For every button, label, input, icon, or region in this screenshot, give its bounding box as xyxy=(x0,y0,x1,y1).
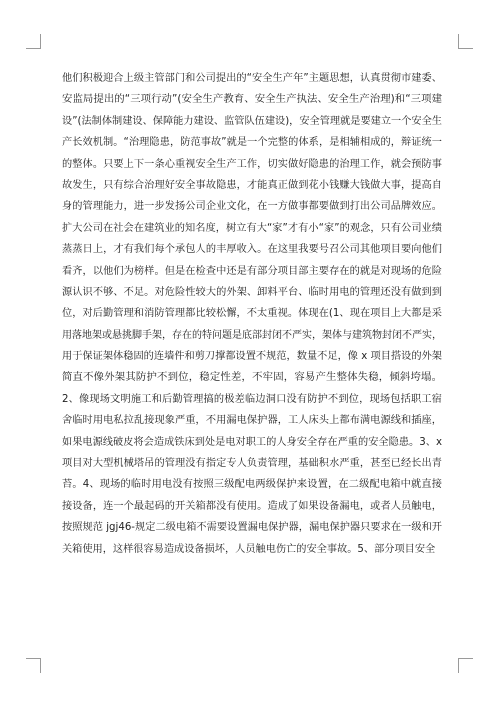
text-line: 设”(法制体制建设、保障能力建设、监管队伍建设)，安全管理就是要建立一个安全生 xyxy=(62,115,442,127)
text-line: 苔。4、现场的临时用电没有按照三级配电两级保护来设置，在二级配电箱中就直接 xyxy=(62,479,442,491)
text-line: 关箱使用，这样很容易造成设备损坏，人员触电伤亡的安全事故。5、部分项目安全 xyxy=(62,543,436,555)
text-line: 2、像现场文明施工和后勤管理搞的极差临边洞口没有防护不到位，现场包括职工宿 xyxy=(62,393,442,405)
text-line: 项目对大型机械塔吊的管理没有指定专人负责管理，基础积水严重，甚至已经长出青 xyxy=(62,458,442,470)
body-text xyxy=(62,68,442,560)
crop-mark-top-left xyxy=(26,34,41,49)
text-line: 如果电源线破皮将会造成铁床到处是电对职工的人身安全存在严重的安全隐患。3、x xyxy=(62,436,442,448)
text-line: 扩大公司在社会在建筑业的知名度，树立有大“家”才有小“家”的观念，只有公司业绩 xyxy=(62,222,442,234)
crop-mark-bottom-right xyxy=(458,658,473,673)
text-line: 源认识不够、不足。对危险性较大的外架、卸料平台、临时用电的管理还没有做到到 xyxy=(62,286,442,298)
text-line: 身的管理能力，进一步发扬公司企业文化，在一方做事都要做到打出公司品牌效应。 xyxy=(62,201,442,213)
text-line: 接设备，连一个最起码的开关箱都没有使用。造成了如果设备漏电，或者人员触电， xyxy=(62,500,442,512)
text-line: 按照规范 jgj46-规定二级电箱不需要设置漏电保护器，漏电保护器只要求在一级和开 xyxy=(62,522,442,534)
text-line: 简直不像外架其防护不到位，稳定性差，不牢固，容易产生整体失稳，倾斜垮塌。 xyxy=(62,371,442,384)
text-line: 蒸蒸日上，才有我们每个承包人的丰厚收入。在这里我要号召公司其他项目要向他们 xyxy=(62,244,442,256)
text-line: 产长效机制。“治理隐患，防范事故”就是一个完整的体系，是相辅相成的，辩证统一 xyxy=(62,137,442,149)
text-line: 安监局提出的“三项行动”(安全生产教育、安全生产执法、安全生产治理)和“三项建 xyxy=(62,93,442,106)
text-line: 他们积极迎合上级主管部门和公司提出的“安全生产年”主题思想，认真贯彻市建委、 xyxy=(62,73,442,84)
crop-mark-bottom-left xyxy=(26,658,41,673)
text-line: 位，对后勤管理和消防管理都比较松懈，不太重视。体现在(1、现在项目上大都是采 xyxy=(62,308,442,320)
text-line: 舍临时用电私拉乱接现象严重，不用漏电保护器，工人床头上都布满电源线和插座， xyxy=(62,415,442,427)
text-line: 的整体。只要上下一条心重视安全生产工作，切实做好隐患的治理工作，就会预防事 xyxy=(62,158,442,170)
text-line: 用落地架或悬挑脚手架，存在的特问题是底部封闭不严实，架体与建筑物封闭不严实， xyxy=(62,329,442,341)
crop-mark-top-right xyxy=(458,34,473,49)
text-line: 故发生，只有综合治理好安全事故隐患，才能真正做到花小钱赚大钱做大事，提高自 xyxy=(62,179,442,191)
text-line: 用于保证架体稳固的连墙件和剪刀撑都设置不规范，数量不足，像 x 项目搭设的外架 xyxy=(62,351,442,363)
text-line: 看齐，以他们为榜样。但是在检查中还是有部分项目部主要存在的就是对现场的危险 xyxy=(62,265,442,277)
